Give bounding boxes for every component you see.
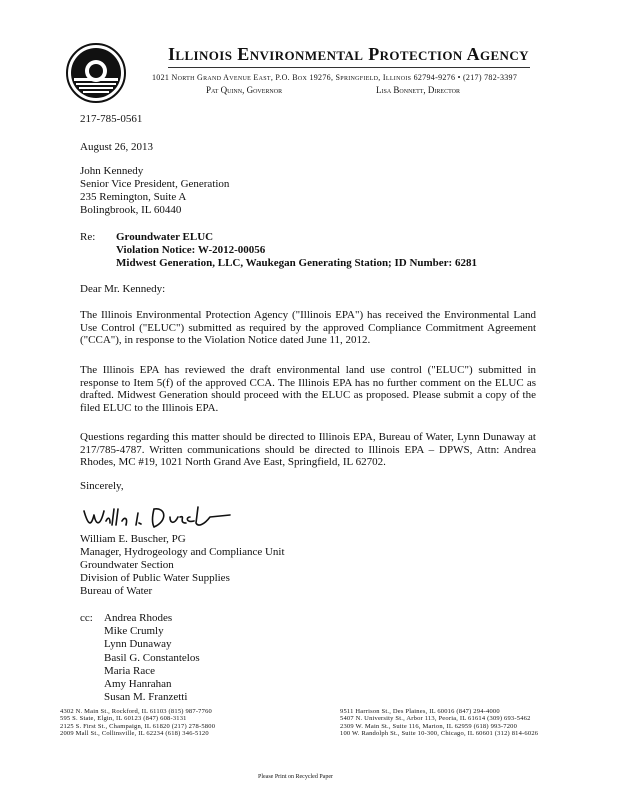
letterhead-divider <box>168 67 530 68</box>
cc-recipient: Andrea Rhodes <box>104 612 173 624</box>
signer-name: William E. Buscher, PG <box>80 533 186 545</box>
body-paragraph-2: The Illinois EPA has reviewed the draft environmental land use control ("ELUC") submitted in response to Item 5(f) of the approved CCA. The Illinois EPA has no further comment on the ELUC as drafted. Midwest Generation should proceed with the ELUC as proposed. Please submit a copy of the filed ELUC to the Illinois EPA. <box>80 364 536 414</box>
cc-label: cc: <box>80 612 93 624</box>
governor-name: Pat Quinn, Governor <box>206 85 283 95</box>
agency-name: Illinois Environmental Protection Agency <box>168 44 529 64</box>
recipient-street: 235 Remington, Suite A <box>80 191 187 203</box>
recycled-paper-note: Please Print on Recycled Paper <box>258 774 333 780</box>
body-paragraph-3: Questions regarding this matter should be directed to Illinois EPA, Bureau of Water, Lynn Dunaway at 217/785-4787. Written communications should be directed to Illinois EPA – DPWS, Attn: Andrea Rhodes, MC #19, 1021 North Grand Ave East, Springfield, IL 62702. <box>80 431 536 468</box>
cc-recipient: Basil G. Constantelos <box>104 651 200 664</box>
footer-offices-left <box>60 708 215 737</box>
signer-title: Manager, Hydrogeology and Compliance Unit <box>80 546 285 558</box>
signer-division: Division of Public Water Supplies <box>80 572 230 584</box>
salutation: Dear Mr. Kennedy: <box>80 283 166 295</box>
signer-bureau: Bureau of Water <box>80 585 153 597</box>
cc-recipient: Maria Race <box>104 664 155 677</box>
footer-office: 5407 N. University St., Arbor 113, Peoria, IL 61614 (309) 693-5462 <box>340 715 531 723</box>
footer-office: 2125 S. First St., Champaign, IL 61820 (217) 278-5800 <box>60 722 216 730</box>
closing: Sincerely, <box>80 480 124 492</box>
reference-phone: 217-785-0561 <box>80 113 143 125</box>
footer-offices-right <box>340 708 538 737</box>
subject-line-3: Midwest Generation, LLC, Waukegan Generating Station; ID Number: 6281 <box>116 257 477 269</box>
cc-recipient: Mike Crumly <box>104 625 164 638</box>
cc-recipient: Susan M. Franzetti <box>104 691 188 704</box>
handwritten-signature <box>82 503 232 533</box>
subject-block <box>116 231 477 270</box>
director-name: Lisa Bonnett, Director <box>376 85 460 95</box>
signer-section: Groundwater Section <box>80 559 174 571</box>
body-paragraph-1: The Illinois Environmental Protection Agency ("Illinois EPA") has received the Environmental Land Use Control ("ELUC") submitted as required by the approved Compliance Commitment Agreement ("CCA"), in response to the Violation Notice dated June 11, 2012. <box>80 309 536 346</box>
subject-line-1: Groundwater ELUC <box>116 231 214 243</box>
footer-office: 595 S. State, Elgin, IL 60123 (847) 608-3131 <box>60 715 187 723</box>
agency-address: 1021 North Grand Avenue East, P.O. Box 19276, Springfield, Illinois 62794-9276 • (217) 782-3397 <box>152 73 518 82</box>
re-label: Re: <box>80 231 96 243</box>
footer-office: 2309 W. Main St., Suite 116, Marion, IL 62959 (618) 993-7200 <box>340 722 518 730</box>
recipient-city: Bolingbrook, IL 60440 <box>80 204 182 216</box>
cc-list <box>104 612 200 704</box>
footer-office: 2009 Mall St., Collinsville, IL 62234 (618) 346-5120 <box>60 729 209 737</box>
subject-line-2: Violation Notice: W-2012-00056 <box>116 244 266 256</box>
footer-office: 9511 Harrison St., Des Plaines, IL 60016 (847) 294-4000 <box>340 708 500 715</box>
letter-date: August 26, 2013 <box>80 141 154 153</box>
recipient-title: Senior Vice President, Generation <box>80 178 230 190</box>
cc-recipient: Amy Hanrahan <box>104 678 172 691</box>
cc-recipient: Lynn Dunaway <box>104 638 172 651</box>
footer-office: 100 W. Randolph St., Suite 10-300, Chicago, IL 60601 (312) 814-6026 <box>340 729 539 737</box>
recipient-name: John Kennedy <box>80 165 144 177</box>
state-seal-logo <box>66 43 126 103</box>
footer-office: 4302 N. Main St., Rockford, IL 61103 (815) 987-7760 <box>60 708 212 715</box>
